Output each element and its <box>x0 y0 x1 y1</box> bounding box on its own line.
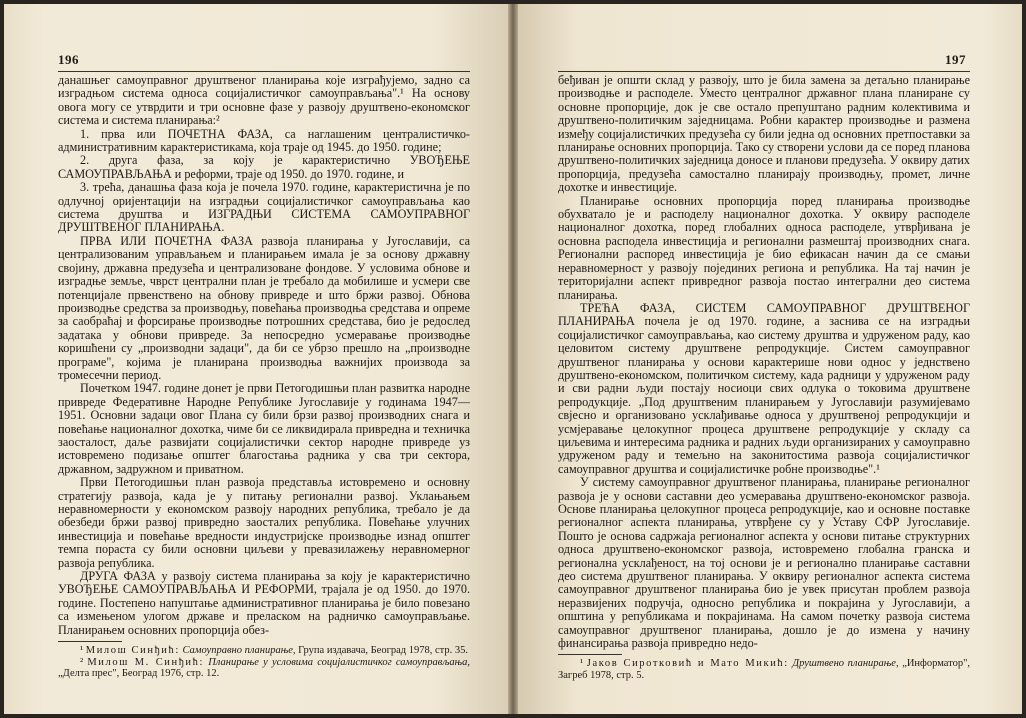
left-page-body <box>58 74 470 680</box>
phase-list-item: 2. друга фаза, за коју је карактеристично УВОЂЕЊЕ САМОУПРАВЉАЊА и реформи, траје од 1950. до 1970. године, и <box>58 153 470 181</box>
footnote-publisher: „Информатор", Загреб 1978, стр. 5. <box>558 658 971 682</box>
footnote-author: Јаков Сиротковић и Мато Микић: <box>586 658 789 670</box>
right-page <box>518 4 1022 714</box>
book-spread <box>4 4 1022 714</box>
left-page <box>4 4 508 714</box>
footnote <box>58 657 470 680</box>
page-number-right: 197 <box>945 52 966 67</box>
footnote-rule <box>558 654 622 655</box>
header-rule-left <box>58 71 470 72</box>
header-rule-right <box>558 71 970 72</box>
paragraph: У систему самоуправног друштвеног планирања, планирање регионалног развоја је у основи саставни део усмеравања друштвено-економског развоја. Основе планирања целокупног процеса репродукције, као и основне поставке регионалног аспекта планирања, утврђене су у Уставу СФР Југославије. Пошто је основа садржаја регионалног аспекта у основи питање структурних односа друштвено-економског развоја, истовремено глобална гранска и регионална усклађеност, на тој основи је и регионално планирање саставни део система друштвеног планирања. У оквиру регионалног аспекта система самоуправног друштвеног планирања био је увек присутан проблем развоја неразвијених подручја, односно република и покрајина у Југославији, а општина у републикама и покрајинама. На самом почетку развоја система самоуправног друштвеног планирања, дошло је до измена у начину финансирања развоја привредно недо- <box>558 475 970 651</box>
right-page-body <box>558 74 970 682</box>
paragraph: ДРУГА ФАЗА у развоју система планирања за коју је карактеристично УВОЂЕЊЕ САМОУПРАВЉАЊА И РЕФОРМИ, трајала је од 1950. до 1970. године. Постепено напуштање административног планирања је било повезано са измењеном улогом државе и преласком на радничко самоуправљање. Планирањем основних пропорција обез- <box>58 569 470 637</box>
footnote-title: Самоуправно планирање, <box>182 645 296 657</box>
phase-list-item: 3. трећа, данашња фаза која је почела 1970. године, карактеристична је по одлучној оријентацији на изградњи социјалистичког самоуправљања као система друштва и ИЗГРАДЊИ СИСТЕМА САМОУПРАВНОГ ДРУШТВЕНОГ ПЛАНИРАЊА. <box>58 180 470 235</box>
footnote-publisher: „Делта прес", Београд 1976, стр. 12. <box>58 668 220 680</box>
footnote-mark: ² <box>80 656 84 668</box>
footnote <box>58 645 470 657</box>
footnote-author: Милош М. Синђић: <box>87 656 204 668</box>
footnote-mark: ¹ <box>580 658 584 670</box>
footnote-publisher: Група издавача, Београд 1978, стр. 35. <box>298 645 469 657</box>
paragraph: Почетком 1947. године донет је први Петогодишњи план развитка народне привреде Федеративне Народне Републике Југославије у годинама 1947—1951. Основни задаци овог Плана су били брзи развој производних снага и повећање националног дохотка, чиме би се ликвидирала привредна и техничка заосталост, даље развијати социјалистички сектор народне привреде уз истовремено подизање општег благостања радника у сва три сектора, државном, задружном и приватном. <box>58 381 470 476</box>
paragraph: Први Петогодишњи план развоја представља истовремено и основну стратегију развоја, када је у питању регионални развој. Уклањањем неравномерности у економском развоју народних република, требало је да обезбеди бржи развој привредно заосталих република. Повећање улучних инвестиција и повећање вредности индустријске производње изнад општег темпа пораста су били основни циљеви у превазилажењу неравномерног развоја република. <box>58 475 470 570</box>
book-gutter <box>508 4 518 714</box>
paragraph: данашњег самоуправног друштвеног планирања које изграђујемо, задно са изградњом система односа социјалистичког самоуправљања".¹ На основу овога могу се утврдити и три основне фазе у развоју друштвено-економског система и система планирања:² <box>58 73 470 128</box>
paragraph: ПРВА ИЛИ ПОЧЕТНА ФАЗА развоја планирања у Југославији, са централизованим управљањем и планирањем имала је за основу државну својину, државна предузећа и централизоване фондове. У условима обнове и изградње земље, чврст централни план је требало да мобилише и усмери све потенцијале првенствено на обнову привреде и што бржи развој. Обнова производње средства за производњу, повећања производња средстава и опреме за саобраћај и форсирање производње потрошних средстава, био је редослед задатака у обнови привреде. За непосредно усмеравање производње коришћени су „производни задаци", да би се убрзо прешло на „производне програме", којима је планирана производња важнијих производа за тромесечни период. <box>58 233 470 382</box>
paragraph: Планирање основних пропорција поред планирања производње обухватало је и расподелу националног дохотка. У оквиру расподеле националног дохотка, поред глобалних односа расподеле, утврђивана је основна расподела инвестиција и регионални размештај производних снага. Регионални распоред инвестиција је био ефикасан начин да се смањи неравномерност у развоју појединих региона и република. На тај начин је територијални аспект привредног развоја постао интегрални део система планирања. <box>558 193 970 302</box>
page-number-left: 196 <box>58 52 79 67</box>
footnote <box>558 658 970 681</box>
footnote-title: Друштвено планирање, <box>792 658 899 670</box>
paragraph: ТРЕЋА ФАЗА, СИСТЕМ САМОУПРАВНОГ ДРУШТВЕНОГ ПЛАНИРАЊА почела је од 1970. године, а заснива се на изградњи социјалистичког самоуправљања, као систему друштва и удруженом раду, као целовитом систему друштвене репродукције. Систем самоуправног друштвеног планирања у основи карактерише нови однос у једнствено друштвено-економском, политичком систему, када радници у удруженом раду и сви радни људи постају носиоци свих одлука о токовима друштвене репродукције. „Под друштвеним планирањем у Југославији разумијевамо свјесно и организовано усклађивање односа у друштвеној репродукцији и усмјеравање целокупног процеса друштвене репродукције у складу са циљевима и интересима радника и радних људи организираних у самоуправно удруженом раду и темељно на законитостима развоја социјалистичког самоуправног друштва и социјалистичке робне производње".¹ <box>558 300 970 476</box>
phase-list-item: 1. прва или ПОЧЕТНА ФАЗА, са наглашеним централистичко-административним карактеристикама, која траје од 1945. до 1950. године; <box>58 126 470 155</box>
footnote-author: Милош Синђић: <box>85 645 180 657</box>
footnote-rule <box>58 641 122 642</box>
footnote-title: Планирање у условима социјалистичког самоуправљања, <box>208 656 470 668</box>
paragraph: беђиван је општи склад у развоју, што је била замена за детаљно планирање производње и расподеле. Уместо централног државног плана планиране су основне пропорције, док је све остало препуштано радним колективима и друштвено-политичким заједницама. Робни карактер производње и размена између социјалистичких предузећа су били једна од основних претпоставки за планирање основних пропорција. Тако су створени услови да се поред планова друштвено-политичких заједница доносе и планови предузећа. У оквиру датих пропорција, предузећа самостално планирају производњу, промет, личне дохотке и инвестиције. <box>558 73 970 195</box>
footnote-mark: ¹ <box>80 645 84 657</box>
